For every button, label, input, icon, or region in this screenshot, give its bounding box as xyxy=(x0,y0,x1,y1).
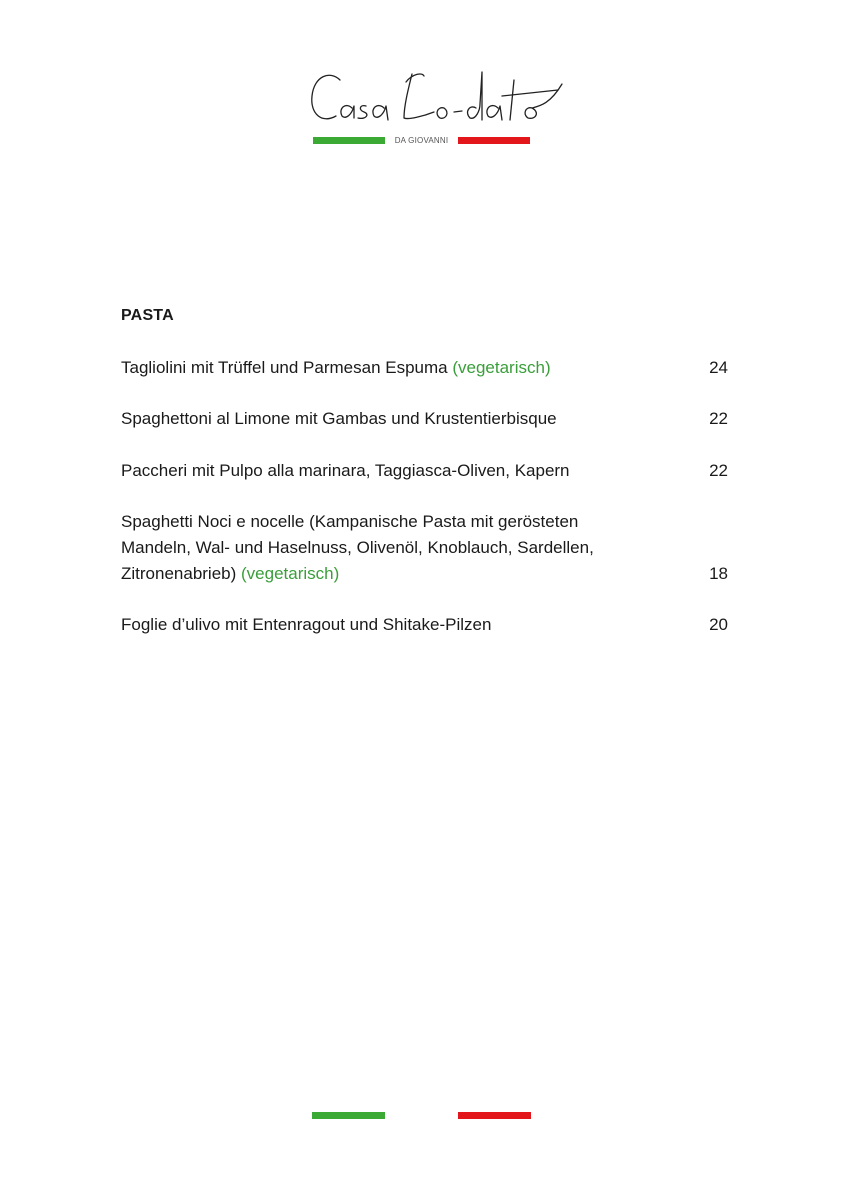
menu-item-description xyxy=(121,612,661,638)
dish-name: Spaghetti Noci e nocelle (Kampanische Pasta mit gerösteten Mandeln, Wal- und Haselnuss, Olivenöl, Knoblauch, Sardellen, Zitronenabrieb) xyxy=(121,512,594,583)
dish-name: Foglie d’ulivo mit Entenragout und Shitake-Pilzen xyxy=(121,615,492,634)
menu-item xyxy=(121,612,728,638)
menu-item xyxy=(121,355,728,381)
vegetarian-tag: (vegetarisch) xyxy=(452,358,551,377)
menu-item-price: 22 xyxy=(709,461,728,480)
menu-item xyxy=(121,406,728,432)
menu-item-description xyxy=(121,509,641,587)
menu-item-price: 18 xyxy=(709,564,728,583)
logo-subtitle: DA GIOVANNI xyxy=(394,136,449,145)
dish-name: Paccheri mit Pulpo alla marinara, Taggiasca-Oliven, Kapern xyxy=(121,461,570,480)
dish-name: Tagliolini mit Trüffel und Parmesan Espuma xyxy=(121,358,448,377)
logo-script xyxy=(300,62,568,138)
dish-name: Spaghettoni al Limone mit Gambas und Krustentierbisque xyxy=(121,409,557,428)
menu-item-price: 24 xyxy=(709,358,728,377)
footer-green-bar xyxy=(312,1112,385,1119)
menu-item-price: 22 xyxy=(709,409,728,428)
menu-item xyxy=(121,458,728,484)
menu-item-price: 20 xyxy=(709,615,728,634)
menu-item-description xyxy=(121,355,661,381)
footer-red-bar xyxy=(458,1112,531,1119)
menu-item-description xyxy=(121,458,661,484)
logo-green-bar xyxy=(313,137,385,144)
menu-item xyxy=(121,509,728,587)
section-title: PASTA xyxy=(121,307,174,324)
menu-item-description xyxy=(121,406,661,432)
logo-red-bar xyxy=(458,137,530,144)
vegetarian-tag: (vegetarisch) xyxy=(241,564,340,583)
